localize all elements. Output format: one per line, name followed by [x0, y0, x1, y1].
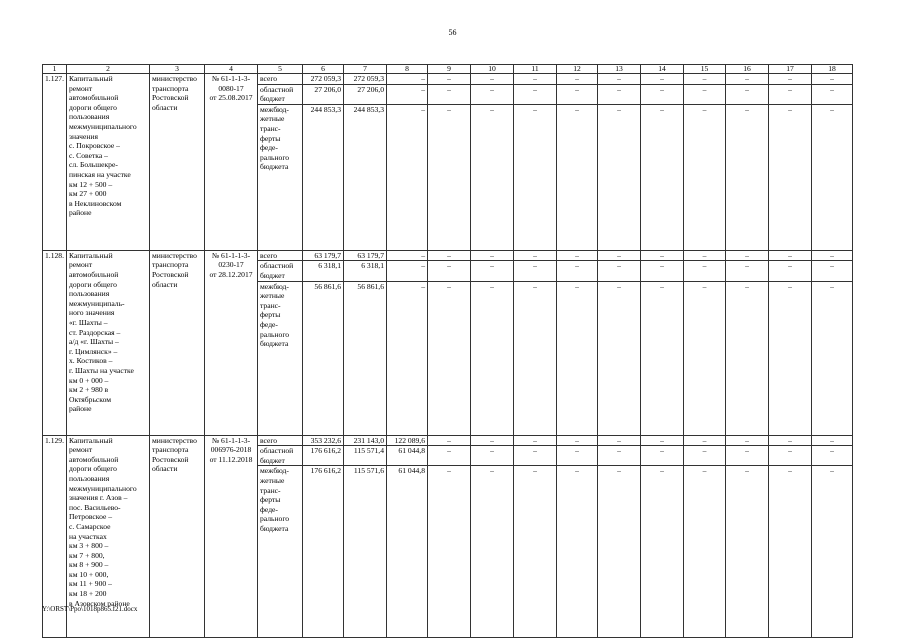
empty-dash-cell: –	[641, 250, 684, 261]
empty-dash-cell: –	[769, 281, 812, 435]
empty-dash-cell: –	[598, 104, 641, 250]
empty-dash-cell: –	[769, 261, 812, 281]
empty-dash-cell: –	[428, 84, 471, 104]
amount-cell: 6 318,1	[303, 261, 344, 281]
empty-dash-cell: –	[812, 281, 853, 435]
amount-cell: 115 571,4	[344, 446, 387, 466]
empty-dash-cell: –	[471, 466, 514, 638]
footer-file-path: Y:\ORST\Ppo\1018p865.f21.docx	[42, 605, 138, 613]
empty-dash-cell: –	[769, 104, 812, 250]
empty-dash-cell: –	[471, 84, 514, 104]
column-number: 16	[726, 65, 769, 74]
funding-source: всего	[258, 250, 303, 261]
empty-dash-cell: –	[726, 74, 769, 85]
empty-dash-cell: –	[641, 74, 684, 85]
empty-dash-cell: –	[514, 250, 557, 261]
empty-dash-cell: –	[684, 281, 726, 435]
column-number: 9	[428, 65, 471, 74]
empty-dash-cell: –	[684, 84, 726, 104]
empty-dash-cell: –	[557, 446, 598, 466]
empty-dash-cell: –	[557, 104, 598, 250]
object-name: Капитальный ремонт автомобильной дороги общего пользования межмуниципаль- ного значения «г. Шахты – ст. Раздорская – а/д «г. Шахты – г. Цимлянск» – х. Костиков – г. Шахты на участке км 0 + 000 – км 2 + 980 в Октябрьском районе	[67, 250, 150, 435]
amount-cell: 176 616,2	[303, 466, 344, 638]
empty-dash-cell: –	[812, 250, 853, 261]
empty-dash-cell: –	[812, 104, 853, 250]
column-number: 5	[258, 65, 303, 74]
amount-cell: 272 059,3	[344, 74, 387, 85]
empty-dash-cell: –	[684, 261, 726, 281]
amount-cell: –	[387, 104, 428, 250]
funding-source: межбюд- жетные транс- ферты феде- рального бюджета	[258, 466, 303, 638]
amount-cell: 56 861,6	[303, 281, 344, 435]
empty-dash-cell: –	[557, 250, 598, 261]
budget-table	[42, 64, 853, 638]
funding-source: областной бюджет	[258, 446, 303, 466]
funding-source: всего	[258, 435, 303, 446]
empty-dash-cell: –	[726, 446, 769, 466]
empty-dash-cell: –	[726, 435, 769, 446]
empty-dash-cell: –	[598, 466, 641, 638]
empty-dash-cell: –	[812, 446, 853, 466]
amount-cell: 122 089,6	[387, 435, 428, 446]
empty-dash-cell: –	[812, 74, 853, 85]
empty-dash-cell: –	[812, 84, 853, 104]
column-number: 2	[67, 65, 150, 74]
empty-dash-cell: –	[471, 435, 514, 446]
funding-source: всего	[258, 74, 303, 85]
column-number: 7	[344, 65, 387, 74]
amount-cell: 244 853,3	[303, 104, 344, 250]
funding-source: межбюд- жетные транс- ферты феде- рального бюджета	[258, 281, 303, 435]
empty-dash-cell: –	[598, 250, 641, 261]
column-number: 4	[205, 65, 258, 74]
empty-dash-cell: –	[428, 74, 471, 85]
row-number: 1.129.	[43, 435, 67, 638]
empty-dash-cell: –	[514, 435, 557, 446]
amount-cell: 61 044,8	[387, 446, 428, 466]
empty-dash-cell: –	[557, 466, 598, 638]
amount-cell: 353 232,6	[303, 435, 344, 446]
amount-cell: –	[387, 250, 428, 261]
empty-dash-cell: –	[641, 84, 684, 104]
approval-document: № 61-1-1-3- 0230-17 от 28.12.2017	[205, 250, 258, 435]
approval-document: № 61-1-1-3- 006976-2018 от 11.12.2018	[205, 435, 258, 638]
empty-dash-cell: –	[598, 281, 641, 435]
row-number: 1.128.	[43, 250, 67, 435]
empty-dash-cell: –	[514, 446, 557, 466]
column-number: 10	[471, 65, 514, 74]
column-number: 11	[514, 65, 557, 74]
table-row	[43, 435, 853, 446]
empty-dash-cell: –	[684, 446, 726, 466]
column-number: 14	[641, 65, 684, 74]
empty-dash-cell: –	[471, 250, 514, 261]
empty-dash-cell: –	[726, 104, 769, 250]
empty-dash-cell: –	[684, 466, 726, 638]
empty-dash-cell: –	[428, 104, 471, 250]
empty-dash-cell: –	[557, 281, 598, 435]
empty-dash-cell: –	[726, 261, 769, 281]
column-number: 13	[598, 65, 641, 74]
empty-dash-cell: –	[428, 446, 471, 466]
column-number: 18	[812, 65, 853, 74]
amount-cell: 176 616,2	[303, 446, 344, 466]
amount-cell: 63 179,7	[303, 250, 344, 261]
empty-dash-cell: –	[471, 261, 514, 281]
ministry-name: министерство транспорта Ростовской области	[150, 435, 205, 638]
empty-dash-cell: –	[471, 104, 514, 250]
empty-dash-cell: –	[726, 84, 769, 104]
empty-dash-cell: –	[557, 435, 598, 446]
object-name: Капитальный ремонт автомобильной дороги общего пользования межмуниципального значения г. Азов – пос. Васильево- Петровское – с. Самарское на участках км 3 + 800 – км 7 + 800, км 8 + 900 – км 10 + 000, км 11 + 900 – км 18 + 200 в Азовском районе	[67, 435, 150, 638]
amount-cell: 272 059,3	[303, 74, 344, 85]
empty-dash-cell: –	[812, 435, 853, 446]
empty-dash-cell: –	[598, 446, 641, 466]
empty-dash-cell: –	[726, 466, 769, 638]
amount-cell: 231 143,0	[344, 435, 387, 446]
empty-dash-cell: –	[428, 281, 471, 435]
column-number: 15	[684, 65, 726, 74]
empty-dash-cell: –	[769, 446, 812, 466]
amount-cell: –	[387, 74, 428, 85]
empty-dash-cell: –	[514, 74, 557, 85]
empty-dash-cell: –	[641, 281, 684, 435]
empty-dash-cell: –	[471, 74, 514, 85]
object-name: Капитальный ремонт автомобильной дороги общего пользования межмуниципального значения с. Покровское – с. Советка – сл. Большекре- пинская на участке км 12 + 500 – км 27 + 000 в Неклиновском районе	[67, 74, 150, 251]
ministry-name: министерство транспорта Ростовской области	[150, 250, 205, 435]
column-number: 8	[387, 65, 428, 74]
ministry-name: министерство транспорта Ростовской области	[150, 74, 205, 251]
table-row	[43, 250, 853, 261]
amount-cell: 115 571,6	[344, 466, 387, 638]
empty-dash-cell: –	[641, 446, 684, 466]
column-number: 1	[43, 65, 67, 74]
column-number: 17	[769, 65, 812, 74]
empty-dash-cell: –	[769, 466, 812, 638]
empty-dash-cell: –	[514, 466, 557, 638]
column-number: 3	[150, 65, 205, 74]
funding-source: областной бюджет	[258, 261, 303, 281]
approval-document: № 61-1-1-3- 0080-17 от 25.08.2017	[205, 74, 258, 251]
empty-dash-cell: –	[428, 435, 471, 446]
empty-dash-cell: –	[557, 74, 598, 85]
empty-dash-cell: –	[641, 435, 684, 446]
empty-dash-cell: –	[641, 261, 684, 281]
empty-dash-cell: –	[769, 435, 812, 446]
empty-dash-cell: –	[598, 84, 641, 104]
empty-dash-cell: –	[428, 250, 471, 261]
column-number-row	[43, 65, 853, 74]
empty-dash-cell: –	[641, 104, 684, 250]
column-number: 12	[557, 65, 598, 74]
empty-dash-cell: –	[684, 104, 726, 250]
empty-dash-cell: –	[598, 261, 641, 281]
empty-dash-cell: –	[769, 84, 812, 104]
amount-cell: 27 206,0	[344, 84, 387, 104]
empty-dash-cell: –	[684, 435, 726, 446]
funding-source: областной бюджет	[258, 84, 303, 104]
empty-dash-cell: –	[514, 104, 557, 250]
amount-cell: 244 853,3	[344, 104, 387, 250]
amount-cell: 61 044,8	[387, 466, 428, 638]
empty-dash-cell: –	[812, 261, 853, 281]
empty-dash-cell: –	[514, 281, 557, 435]
empty-dash-cell: –	[557, 84, 598, 104]
amount-cell: 27 206,0	[303, 84, 344, 104]
empty-dash-cell: –	[812, 466, 853, 638]
amount-cell: –	[387, 261, 428, 281]
empty-dash-cell: –	[726, 281, 769, 435]
amount-cell: 6 318,1	[344, 261, 387, 281]
empty-dash-cell: –	[514, 84, 557, 104]
empty-dash-cell: –	[684, 250, 726, 261]
empty-dash-cell: –	[641, 466, 684, 638]
empty-dash-cell: –	[471, 281, 514, 435]
empty-dash-cell: –	[428, 466, 471, 638]
amount-cell: –	[387, 281, 428, 435]
amount-cell: –	[387, 84, 428, 104]
empty-dash-cell: –	[769, 250, 812, 261]
empty-dash-cell: –	[428, 261, 471, 281]
empty-dash-cell: –	[598, 435, 641, 446]
amount-cell: 63 179,7	[344, 250, 387, 261]
table-row	[43, 74, 853, 85]
empty-dash-cell: –	[726, 250, 769, 261]
column-number: 6	[303, 65, 344, 74]
empty-dash-cell: –	[471, 446, 514, 466]
amount-cell: 56 861,6	[344, 281, 387, 435]
funding-source: межбюд- жетные транс- ферты феде- рального бюджета	[258, 104, 303, 250]
empty-dash-cell: –	[557, 261, 598, 281]
empty-dash-cell: –	[684, 74, 726, 85]
page-number: 56	[448, 28, 457, 37]
empty-dash-cell: –	[598, 74, 641, 85]
empty-dash-cell: –	[514, 261, 557, 281]
empty-dash-cell: –	[769, 74, 812, 85]
row-number: 1.127.	[43, 74, 67, 251]
